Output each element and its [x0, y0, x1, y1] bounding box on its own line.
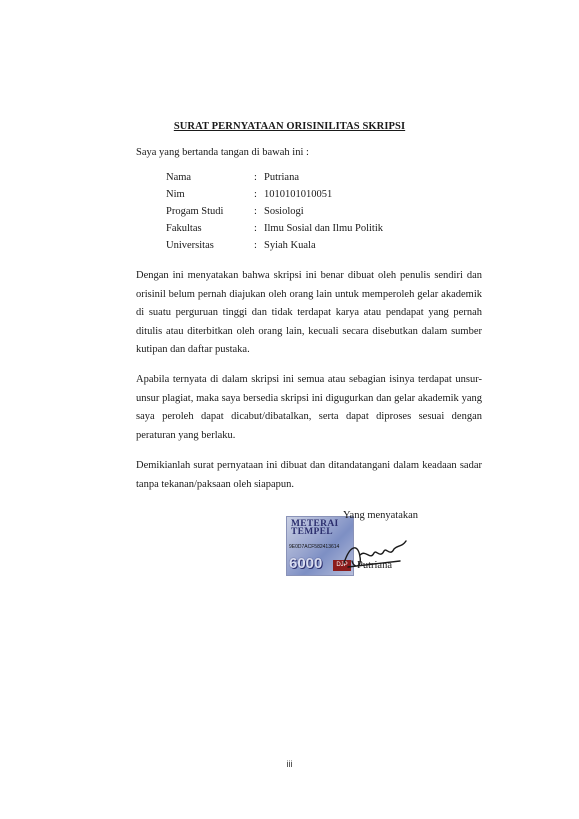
identity-colon: :: [254, 206, 257, 217]
identity-row-name: [166, 169, 383, 186]
stamp-value: 6000: [289, 555, 323, 572]
identity-colon: :: [254, 223, 257, 234]
closing-text: Yang menyatakan: [343, 510, 419, 521]
identity-label: Universitas: [166, 240, 214, 251]
identity-label: Progam Studi: [166, 206, 224, 217]
identity-table: [166, 169, 383, 254]
identity-row-program: [166, 203, 383, 220]
signer-name: Putriana: [357, 560, 392, 571]
identity-value: 1010101010051: [264, 189, 333, 200]
identity-label: Nama: [166, 172, 192, 183]
statement-paragraph: Dengan ini menyatakan bahwa skripsi ini benar dibuat oleh penulis sendiri dan orisinil belum pernah diajukan oleh orang lain untuk memperoleh gelar akademik di suatu perguruan tinggi dan tidak terdapat karya atau pendapat yang pernah ditulis atau diterbitkan oleh orang lain, kecuali secara disebutkan dalam sumber kutipan dan daftar pustaka.: [136, 270, 482, 356]
closing-paragraph: Demikianlah surat pernyataan ini dibuat dan ditandatangani dalam keadaan sadar tanpa tekanan/paksaan oleh siapapun.: [136, 460, 482, 490]
identity-colon: :: [254, 240, 257, 251]
identity-value: Sosiologi: [264, 206, 304, 217]
stamp-tag: DJP: [333, 560, 351, 571]
identity-label: Fakultas: [166, 223, 202, 234]
identity-value: Ilmu Sosial dan Ilmu Politik: [264, 223, 384, 234]
document-title: SURAT PERNYATAAN ORISINILITAS SKRIPSI: [173, 121, 406, 132]
stamp-code: 9E0D7ACF582413614: [289, 544, 340, 550]
identity-colon: :: [254, 172, 257, 183]
identity-colon: :: [254, 189, 257, 200]
stamp-line2: TEMPEL: [291, 527, 333, 537]
stamp-line1: METERAI: [291, 519, 339, 529]
intro-text: Saya yang bertanda tangan di bawah ini :: [136, 147, 309, 158]
plagiarism-paragraph: Apabila ternyata di dalam skripsi ini semua atau sebagian isinya terdapat unsur-unsur plagiat, maka saya bersedia skripsi ini digugurkan dan gelar akademik yang saya peroleh dapat dicabut/dibatalkan, serta dapat diproses sesuai dengan peraturan yang berlaku.: [136, 374, 482, 441]
identity-value: Putriana: [264, 172, 299, 183]
identity-row-faculty: [166, 220, 383, 237]
identity-row-university: [166, 237, 383, 254]
page-number: iii: [286, 759, 293, 769]
identity-label: Nim: [166, 189, 185, 200]
identity-row-nim: [166, 186, 383, 203]
identity-value: Syiah Kuala: [264, 240, 316, 251]
